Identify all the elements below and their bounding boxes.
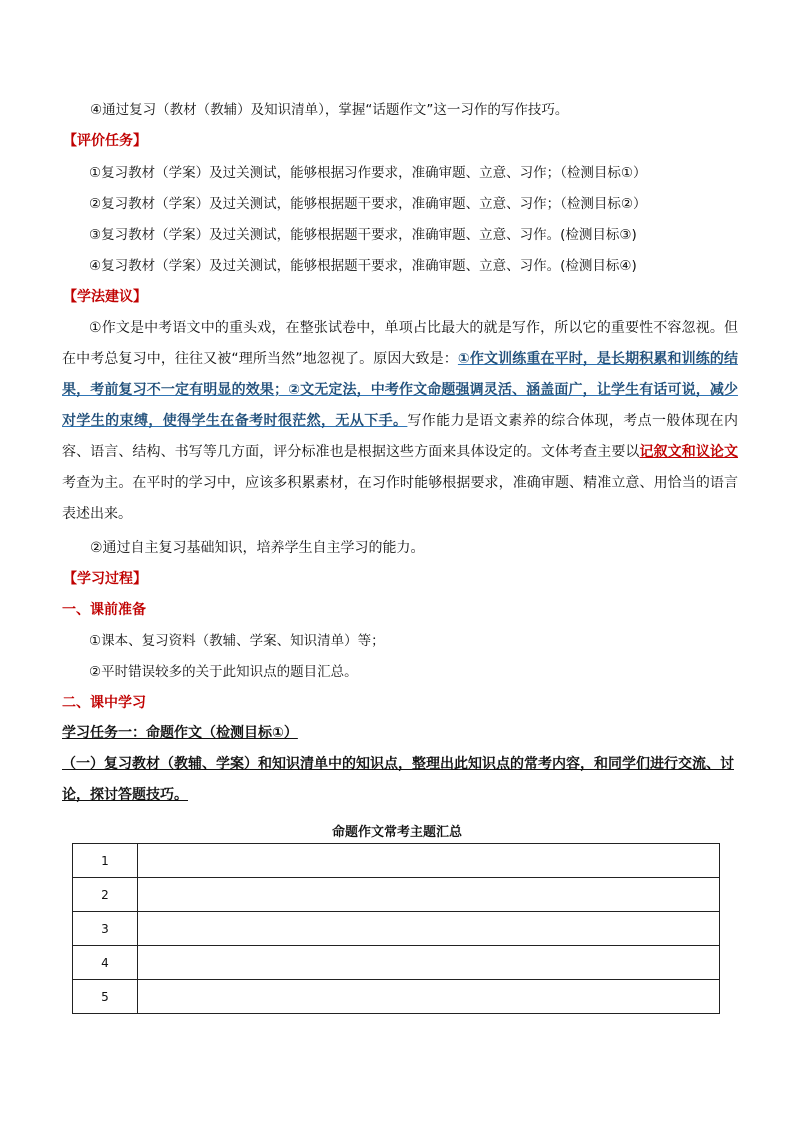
method-emphasis-genres: 记叙文和议论文 — [639, 444, 739, 460]
in-class-heading: 二、课中学习 — [62, 695, 146, 711]
table-row — [73, 878, 720, 912]
method-heading: 【学法建议】 — [63, 289, 147, 305]
table-row — [73, 946, 720, 980]
method-paragraph-2: ②通过自主复习基础知识，培养学生自主学习的能力。 — [90, 540, 425, 556]
goal-4-text: ④通过复习（教材（教辅）及知识清单），掌握“话题作文”这一习作的写作技巧。 — [90, 102, 569, 118]
topic-cell[interactable] — [138, 844, 720, 878]
topic-cell[interactable] — [138, 946, 720, 980]
method-text-e: 考查为主。在平时的学习中，应该多积累素材，在习作时能够根据要求，准确审题、精准立意、用恰当的语言表述出来。 — [62, 475, 738, 522]
method-text-a: ①作文是中考语文中的重头戏，在整张试卷中，单项占比最大的就是写作，所以它的重要性不容忽视。但在中考总复习中，往往又被“理所当然”地忽视了。原因大致是： — [62, 320, 738, 367]
pre-class-item-2: ②平时错误较多的关于此知识点的题目汇总。 — [89, 664, 358, 680]
row-number: 4 — [73, 946, 138, 980]
pre-class-heading: 一、课前准备 — [62, 602, 146, 618]
table-row — [73, 912, 720, 946]
task-1-block — [62, 718, 738, 811]
table-row — [73, 980, 720, 1014]
method-text-c: 写作能力是语文素养的综合体现，考点一般体现在内容、语言、结构、书写等几方面，评分标准也是根据这些方面来具体设定的。文体考查主要以 — [62, 413, 738, 460]
topics-table — [72, 843, 720, 1014]
eval-item-3: ③复习教材（学案）及过关测试，能够根据题干要求，准确审题、立意、习作。(检测目标③) — [89, 227, 637, 243]
row-number: 3 — [73, 912, 138, 946]
eval-item-2: ②复习教材（学案）及过关测试，能够根据题干要求，准确审题、立意、习作；（检测目标②） — [89, 196, 647, 212]
pre-class-item-1: ①课本、复习资料（教辅、学案、知识清单）等； — [89, 633, 385, 649]
eval-item-1: ①复习教材（学案）及过关测试，能够根据习作要求，准确审题、立意、习作；（检测目标①） — [89, 165, 647, 181]
topic-cell[interactable] — [138, 878, 720, 912]
topic-cell[interactable] — [138, 912, 720, 946]
table-caption: 命题作文常考主题汇总 — [331, 825, 462, 840]
table-row — [73, 844, 720, 878]
eval-heading: 【评价任务】 — [63, 133, 147, 149]
task-1-description: （一）复习教材（教辅、学案）和知识清单中的知识点，整理出此知识点的常考内容，和同学们进行交流、讨论，探讨答题技巧。 — [62, 756, 734, 803]
process-heading: 【学习过程】 — [63, 571, 147, 587]
topic-cell[interactable] — [138, 980, 720, 1014]
task-1-title: 学习任务一：命题作文（检测目标①） — [62, 725, 298, 741]
eval-item-4: ④复习教材（学案）及过关测试，能够根据题干要求，准确审题、立意、习作。(检测目标④) — [89, 258, 637, 274]
row-number: 1 — [73, 844, 138, 878]
method-emphasis-reasons: ①作文训练重在平时，是长期积累和训练的结果，考前复习不一定有明显的效果；②文无定法，中考作文命题强调灵活、涵盖面广，让学生有话可说，减少对学生的束缚，使得学生在备考时很茫然，无从下手。 — [62, 351, 738, 429]
row-number: 5 — [73, 980, 138, 1014]
row-number: 2 — [73, 878, 138, 912]
method-paragraph-1 — [62, 313, 738, 530]
